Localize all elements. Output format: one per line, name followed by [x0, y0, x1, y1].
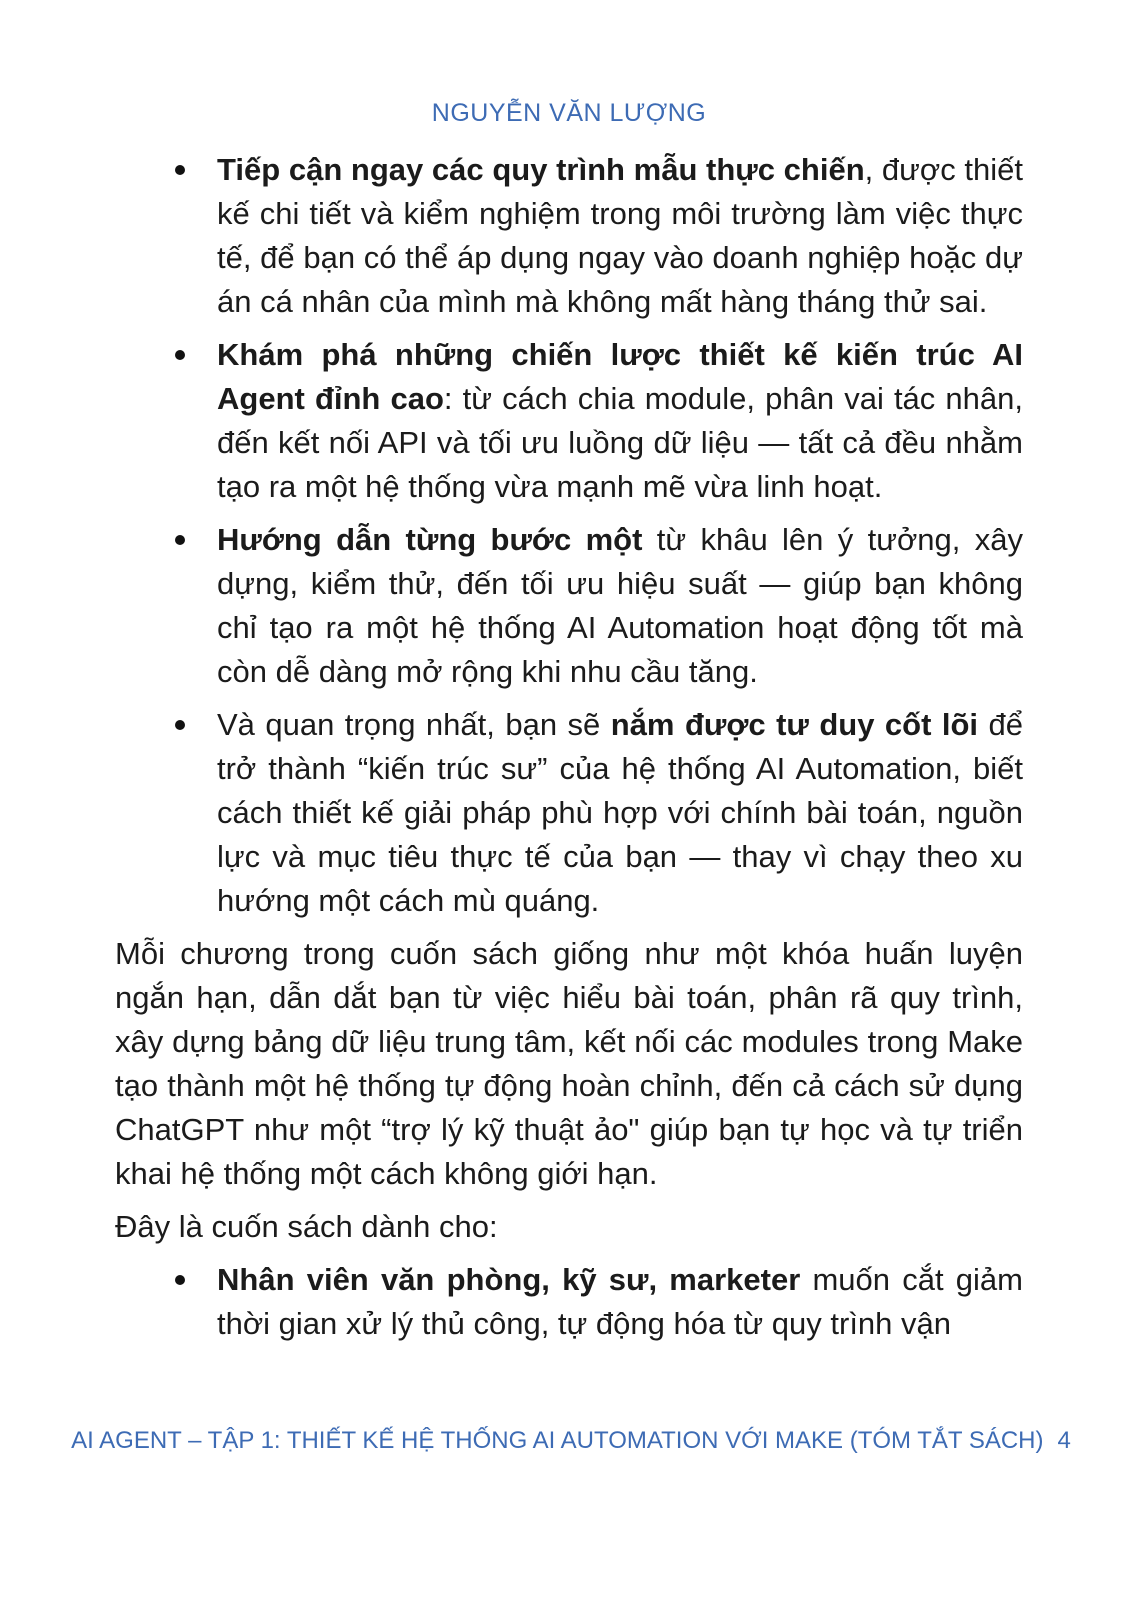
paragraph-chapter-overview: Mỗi chương trong cuốn sách giống như một khóa huấn luyện ngắn hạn, dẫn dắt bạn từ việc hiểu bài toán, phân rã quy trình, xây dựng bảng dữ liệu trung tâm, kết nối các modules trong Make tạo thành một hệ thống tự động hoàn chỉnh, đến cả cách sử dụng ChatGPT như một “trợ lý kỹ thuật ảo" giúp bạn tự học và tự triển khai hệ thống một cách không giới hạn. — [115, 936, 1023, 1191]
page-footer — [0, 1426, 1142, 1456]
page-header-author: NGUYỄN VĂN LƯỢNG — [431, 99, 707, 127]
list-item: Hướng dẫn từng bước một từ khâu lên ý tưởng, xây dựng, kiểm thử, đến tối ưu hiệu suất — giúp bạn không chỉ tạo ra một hệ thống AI Automation hoạt động tốt mà còn dễ dàng mở rộng khi nhu cầu tăng. — [115, 518, 1023, 694]
audience-list — [115, 1258, 1023, 1346]
footer-book-title: AI AGENT – TẬP 1: THIẾT KẾ HỆ THỐNG AI AUTOMATION VỚI MAKE (TÓM TẮT SÁCH) — [71, 1427, 1044, 1454]
list-item: Và quan trọng nhất, bạn sẽ nắm được tư duy cốt lõi để trở thành “kiến trúc sư” của hệ thống AI Automation, biết cách thiết kế giải pháp phù hợp với chính bài toán, nguồn lực và mục tiêu thực tế của bạn — thay vì chạy theo xu hướng một cách mù quáng. — [115, 703, 1023, 923]
list-item: Tiếp cận ngay các quy trình mẫu thực chiến, được thiết kế chi tiết và kiểm nghiệm trong môi trường làm việc thực tế, để bạn có thể áp dụng ngay vào doanh nghiệp hoặc dự án cá nhân của mình mà không mất hàng tháng thử sai. — [115, 148, 1023, 324]
list-item: Nhân viên văn phòng, kỹ sư, marketer muốn cắt giảm thời gian xử lý thủ công, tự động hóa từ quy trình vận — [115, 1258, 1023, 1346]
paragraph-lead-in: Đây là cuốn sách dành cho: — [115, 1209, 498, 1244]
footer-page-number: 4 — [1057, 1427, 1071, 1454]
feature-list — [115, 148, 1023, 923]
list-item: Khám phá những chiến lược thiết kế kiến trúc AI Agent đỉnh cao: từ cách chia module, phân vai tác nhân, đến kết nối API và tối ưu luồng dữ liệu — tất cả đều nhằm tạo ra một hệ thống vừa mạnh mẽ vừa linh hoạt. — [115, 333, 1023, 509]
